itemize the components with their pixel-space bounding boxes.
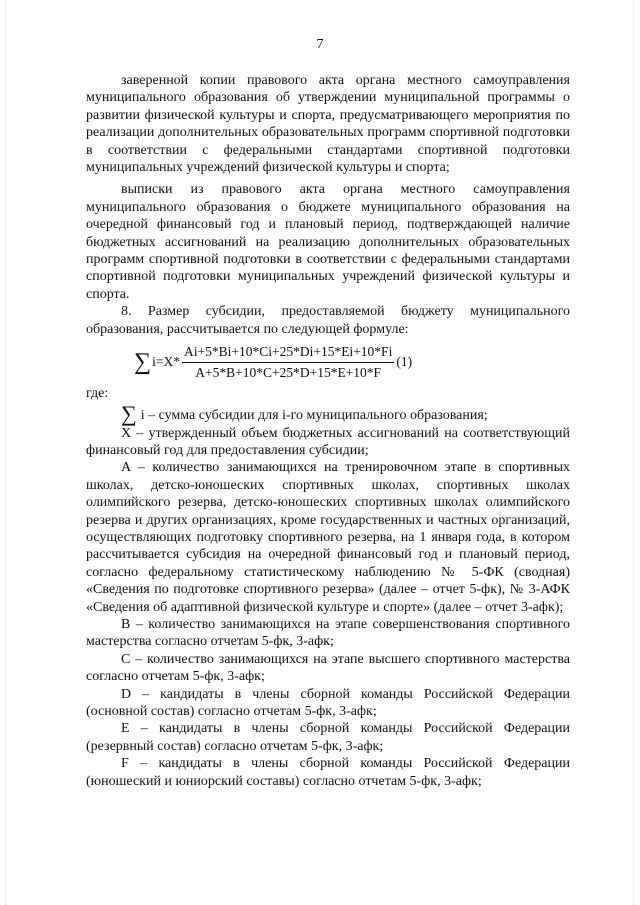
formula-lhs: i=X*: [152, 354, 180, 370]
definition-b: B – количество занимающихся на этапе совершенствования спортивного мастерства согласно отчетам 5-фк, 3-афк;: [86, 616, 570, 650]
sigma-symbol: ∑: [134, 349, 152, 376]
definition-a: A – количество занимающихся на тренировочном этапе в спортивных школах, детско-юношеских спортивных школах, спортивных школах олимпийского резерва, детско-юношеских спортивных школах олимпийского резерва и других организациях, кроме государственных и частных организаций, осуществляющих подготовку спортивного резерва, на 1 января года, в котором рассчитывается субсидия на очередной финансовый год и плановый период, согласно федеральному статистическому наблюдению № 5-ФК (сводная) «Сведения по подготовке спортивного резерва» (далее – отчет 5-фк), № 3-АФК «Сведения об адаптивной физической культуре и спорте» (далее – отчет 3-афк);: [86, 460, 570, 615]
formula-number: (1): [396, 354, 413, 370]
subsidy-formula: [134, 341, 570, 383]
where-label: где:: [86, 386, 109, 402]
document-body: [86, 72, 570, 790]
page-number: 7: [316, 37, 324, 52]
paragraph-subsidy-size: 8. Размер субсидии, предоставляемой бюджету муниципального образования, рассчитывается по следующей формуле:: [86, 304, 570, 337]
paragraph-budget-extract: выписки из правового акта органа местного самоуправления муниципального образования о бюджете муниципального образования на очередной финансовый год и плановый период, подтверждающей наличие бюджетных ассигнований на реализацию дополнительных образовательных программ спортивной подготовки в соответствии с федеральными стандартами спортивной подготовки муниципальных учреждений физической культуры и спорта.: [86, 182, 570, 302]
formula-denominator: A+5*B+10*C+25*D+15*E+10*F: [195, 364, 382, 380]
definition-f: F – кандидаты в члены сборной команды Российской Федерации (юношеский и юниорский составы) согласно отчетам 5-фк, 3-афк;: [86, 756, 570, 789]
formula-numerator: Ai+5*Bi+10*Ci+25*Di+15*Ei+10*Fi: [182, 343, 394, 362]
scan-right-edge: [633, 0, 640, 905]
formula-fraction: [182, 343, 394, 381]
scan-left-edge: [0, 0, 6, 905]
sigma-symbol-def: ∑: [121, 400, 137, 426]
definition-sigma-text: i – сумма субсидии для i-го муниципального образования;: [140, 408, 488, 424]
definition-c: C – количество занимающихся на этапе высшего спортивного мастерства согласно отчетам 5-фк, 3-афк;: [86, 651, 570, 685]
definition-sigma: [121, 400, 570, 426]
paragraph-certified-copy: заверенной копии правового акта органа местного самоуправления муниципального образования об утверждении муниципальной программы о развитии физической культуры и спорта, предусматривающего мероприятия по реализации дополнительных образовательных программ спортивной подготовки в соответствии с федеральными стандартами спортивной подготовки муниципальных учреждений физической культуры и спорта;: [86, 73, 570, 176]
definition-x: X – утвержденный объем бюджетных ассигнований на соответствующий финансовый год для предоставления субсидии;: [86, 425, 570, 458]
definition-d: D – кандидаты в члены сборной команды Российской Федерации (основной состав) согласно отчетам 5-фк, 3-афк;: [86, 686, 570, 719]
definition-e: E – кандидаты в члены сборной команды Российской Федерации (резервный состав) согласно отчетам 5-фк, 3-афк;: [86, 721, 570, 754]
